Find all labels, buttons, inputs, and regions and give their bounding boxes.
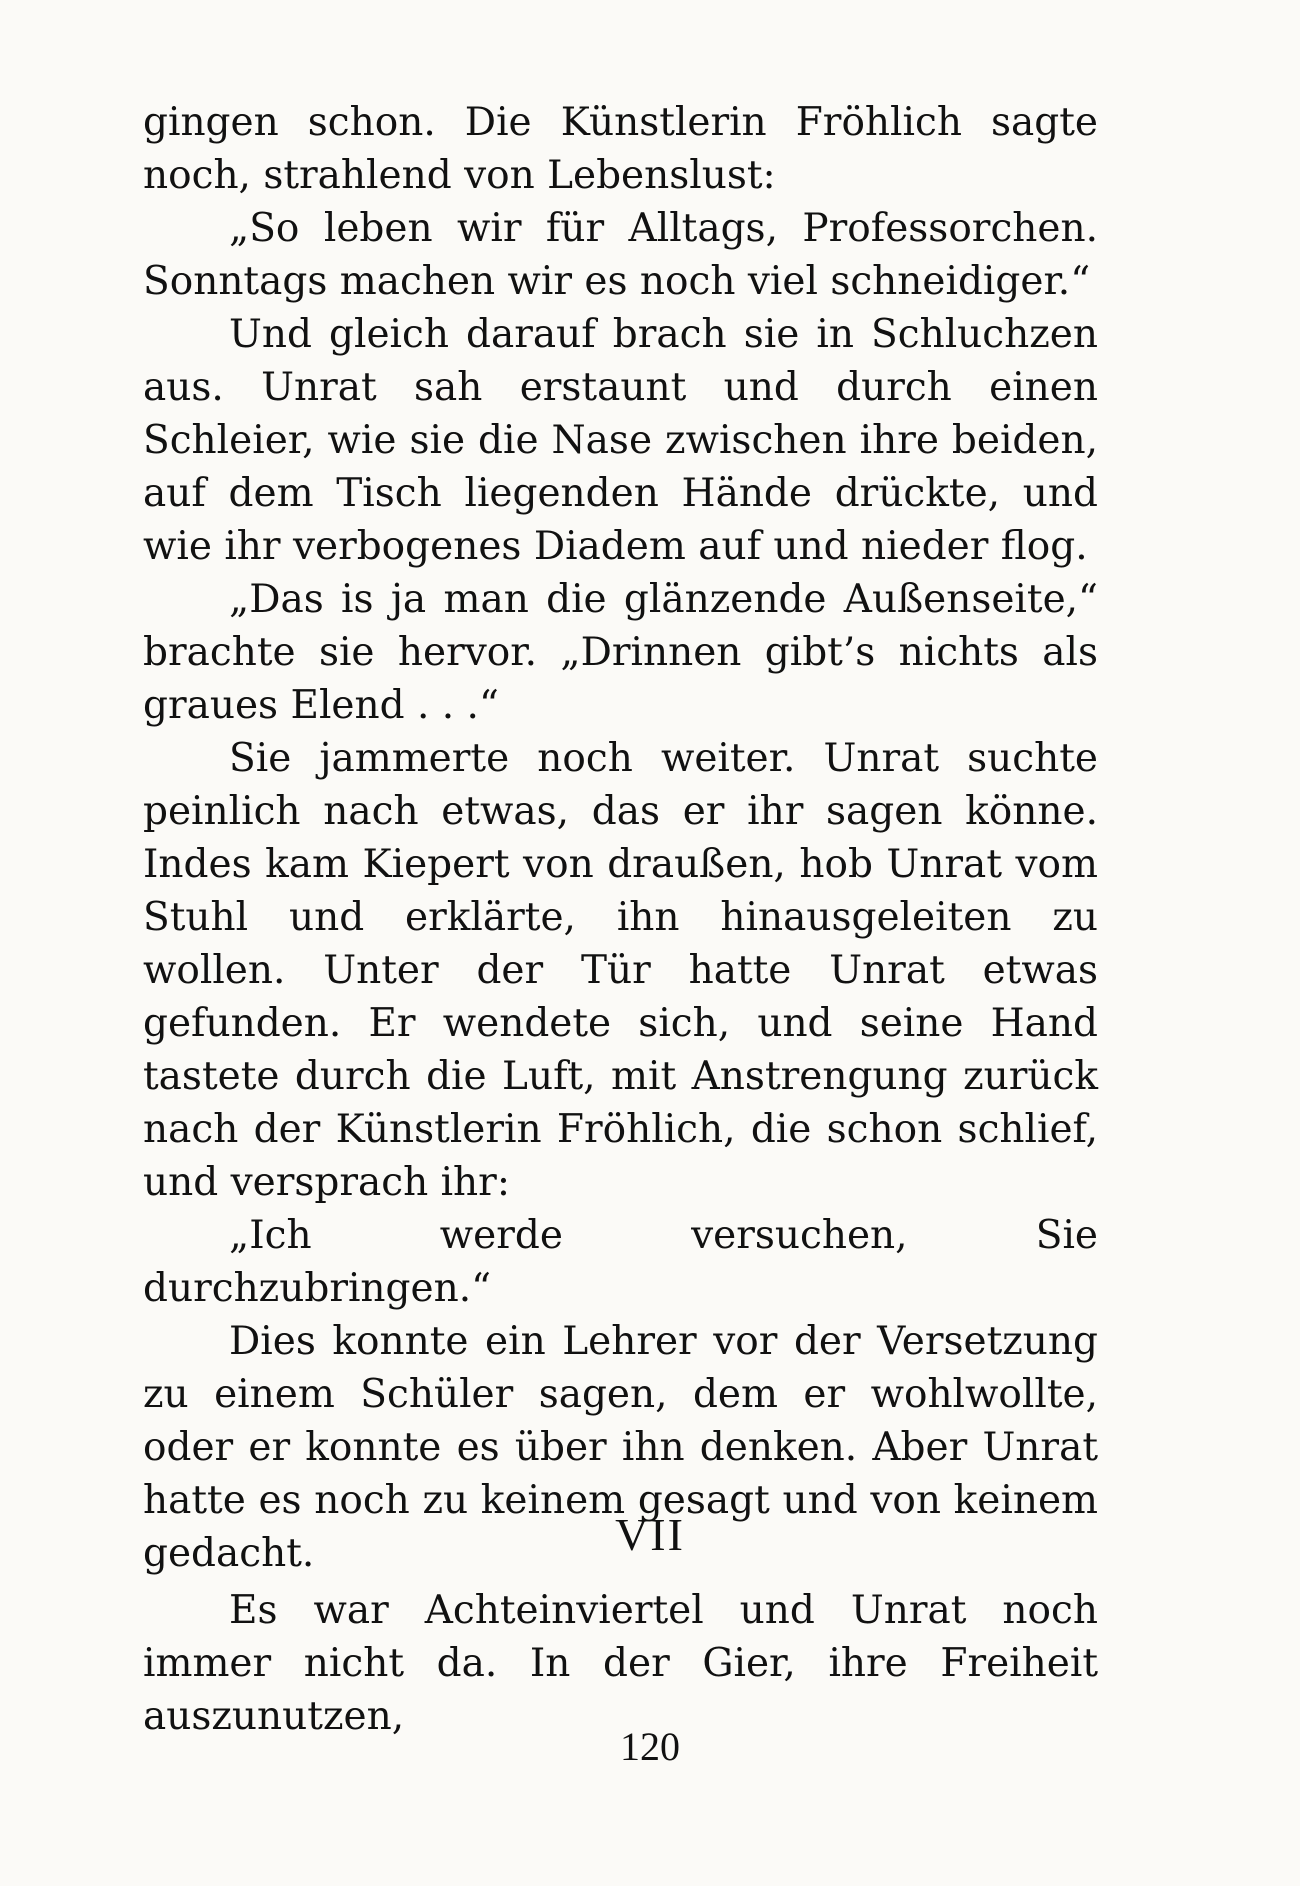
- paragraph: gingen schon. Die Künstlerin Fröhlich sagte noch, strahlend von Lebenslust:: [143, 100, 1098, 198]
- paragraph: „Das is ja man die glänzende Außenseite,“ brachte sie hervor. „Drinnen gibt’s nichts als graues Elend . . .“: [143, 577, 1098, 728]
- page-number: 120: [620, 1724, 680, 1769]
- chapter-heading: VII: [615, 1509, 685, 1560]
- chapter-text: [143, 1584, 1098, 1743]
- paragraph: „So leben wir für Alltags, Professorchen. Sonntags machen wir es noch viel schneidiger.“: [143, 206, 1098, 304]
- body-text: [143, 96, 1098, 1580]
- paragraph: „Ich werde versuchen, Sie durchzubringen.“: [143, 1213, 1098, 1311]
- paragraph: Und gleich darauf brach sie in Schluchzen aus. Unrat sah erstaunt und durch einen Schleier, wie sie die Nase zwischen ihre beiden, auf dem Tisch liegenden Hände drückte, und wie ihr verbogenes Diadem auf und nieder flog.: [143, 312, 1098, 569]
- paragraph: Dies konnte ein Lehrer vor der Versetzung zu einem Schüler sagen, dem er wohlwollte, oder er konnte es über ihn denken. Aber Unrat hatte es noch zu keinem gesagt und von keinem gedacht.: [143, 1319, 1098, 1576]
- paragraph: Es war Achteinviertel und Unrat noch immer nicht da. In der Gier, ihre Freiheit auszunutzen,: [143, 1588, 1098, 1739]
- paragraph: Sie jammerte noch weiter. Unrat suchte peinlich nach etwas, das er ihr sagen könne. Indes kam Kiepert von draußen, hob Unrat vom Stuhl und erklärte, ihn hinausgeleiten zu wollen. Unter der Tür hatte Unrat etwas gefunden. Er wendete sich, und seine Hand tastete durch die Luft, mit Anstrengung zurück nach der Künstlerin Fröhlich, die schon schlief, und versprach ihr:: [143, 736, 1098, 1205]
